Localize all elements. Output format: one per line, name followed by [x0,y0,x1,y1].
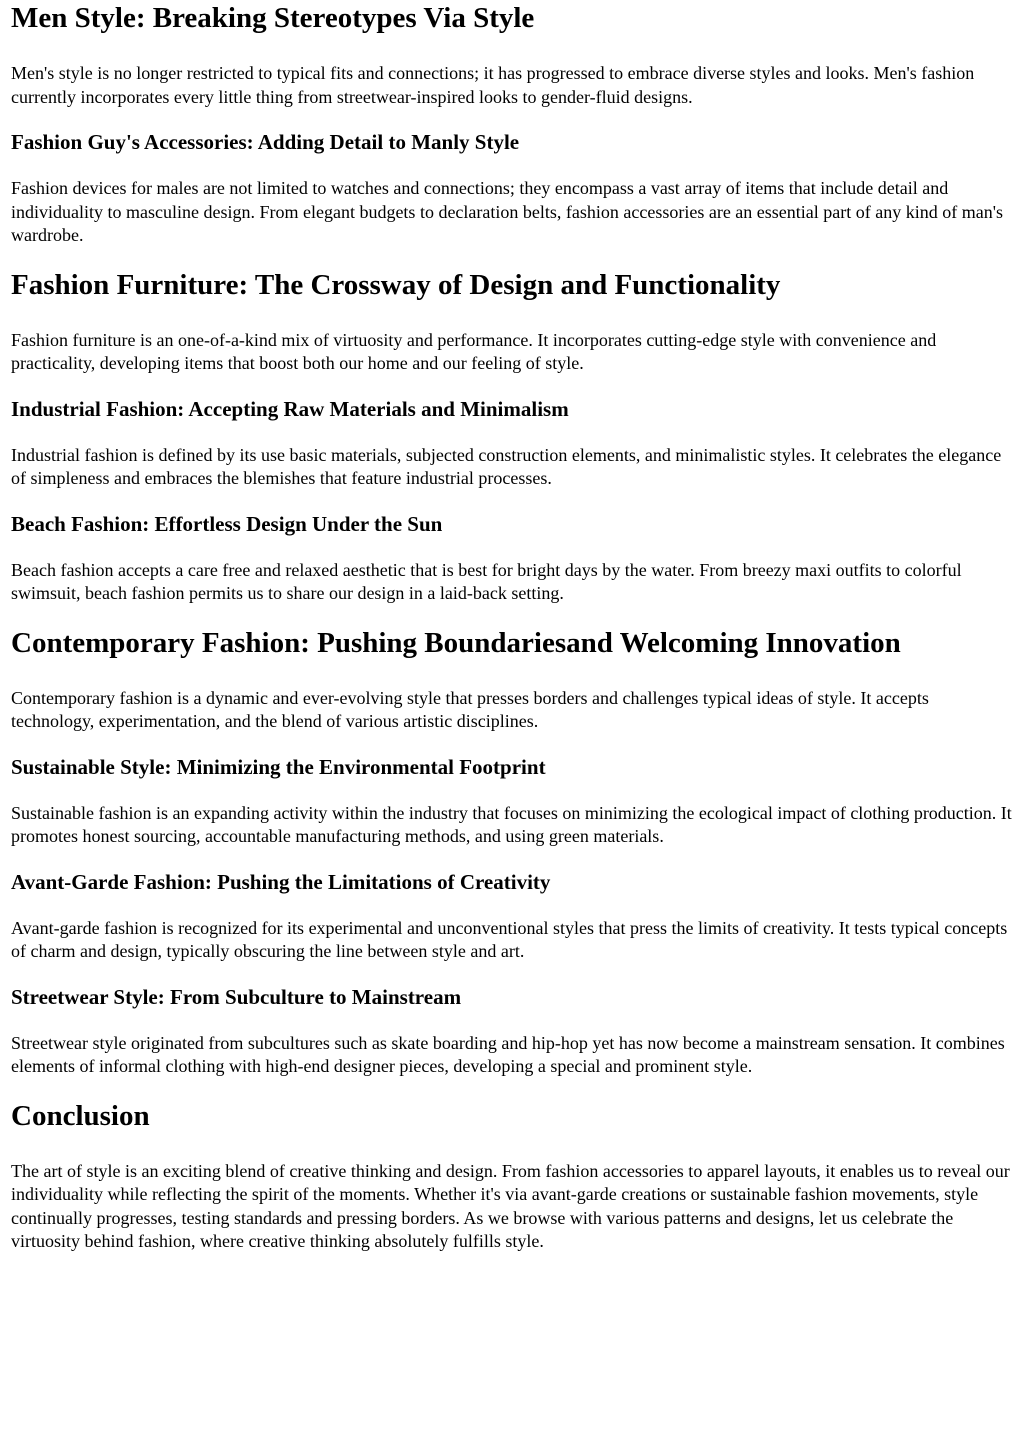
paragraph: Streetwear style originated from subcultures such as skate boarding and hip-hop yet has now become a mainstream sensation. It combines elements of informal clothing with high-end designer pieces, developing a special and prominent style. [11,1032,1005,1076]
subsection-heading: Beach Fashion: Effortless Design Under the Sun [11,511,443,536]
paragraph: Beach fashion accepts a care free and relaxed aesthetic that is best for bright days by the water. From breezy maxi outfits to colorful swimsuit, beach fashion permits us to share our design in a laid-back setting. [11,559,962,603]
subsection-heading: Sustainable Style: Minimizing the Environmental Footprint [11,754,546,779]
paragraph: The art of style is an exciting blend of creative thinking and design. From fashion accessories to apparel layouts, it enables us to reveal our individuality while reflecting the spirit of the moments. Whether it's via avant-garde creations or sustainable fashion movements, style continually progresses, testing standards and pressing borders. As we browse with various patterns and designs, let us celebrate the virtuosity behind fashion, where creative thinking absolutely fulfills style. [11,1160,1010,1251]
paragraph: Fashion devices for males are not limited to watches and connections; they encompass a vast array of items that include detail and individuality to masculine design. From elegant budgets to declaration belts, fashion accessories are an essential part of any kind of man's wardrobe. [11,178,1003,245]
paragraph: Fashion furniture is an one-of-a-kind mix of virtuosity and performance. It incorporates cutting-edge style with convenience and practicality, developing items that boost both our home and our feeling of style. [11,329,937,373]
section-heading: Men Style: Breaking Stereotypes Via Style [11,2,535,34]
subsection-heading: Fashion Guy's Accessories: Adding Detail to Manly Style [11,130,520,154]
paragraph: Sustainable fashion is an expanding activity within the industry that focuses on minimizing the ecological impact of clothing production. It promotes honest sourcing, accountable manufacturing methods, and using green materials. [11,802,1012,846]
section-heading: Conclusion [11,1099,150,1132]
paragraph: Industrial fashion is defined by its use basic materials, subjected construction elements, and minimalistic styles. It celebrates the elegance of simpleness and embraces the blemishes that feature industrial processes. [11,444,1002,488]
section-heading: Fashion Furniture: The Crossway of Design and Functionality [11,268,781,301]
paragraph: Contemporary fashion is a dynamic and ever-evolving style that presses borders and challenges typical ideas of style. It accepts technology, experimentation, and the blend of various artistic disciplines. [11,687,929,731]
subsection-heading: Streetwear Style: From Subculture to Mainstream [11,984,462,1009]
subsection-heading: Industrial Fashion: Accepting Raw Materials and Minimalism [11,396,569,421]
subsection-heading: Avant-Garde Fashion: Pushing the Limitations of Creativity [11,869,551,894]
section-heading: Contemporary Fashion: Pushing Boundariesand Welcoming Innovation [11,626,901,659]
paragraph: Avant-garde fashion is recognized for its experimental and unconventional styles that press the limits of creativity. It tests typical concepts of charm and design, typically obscuring the line between style and art. [11,917,1008,961]
paragraph: Men's style is no longer restricted to typical fits and connections; it has progressed to embrace diverse styles and looks. Men's fashion currently incorporates every little thing from streetwear-inspired looks to gender-fluid designs. [11,63,975,107]
